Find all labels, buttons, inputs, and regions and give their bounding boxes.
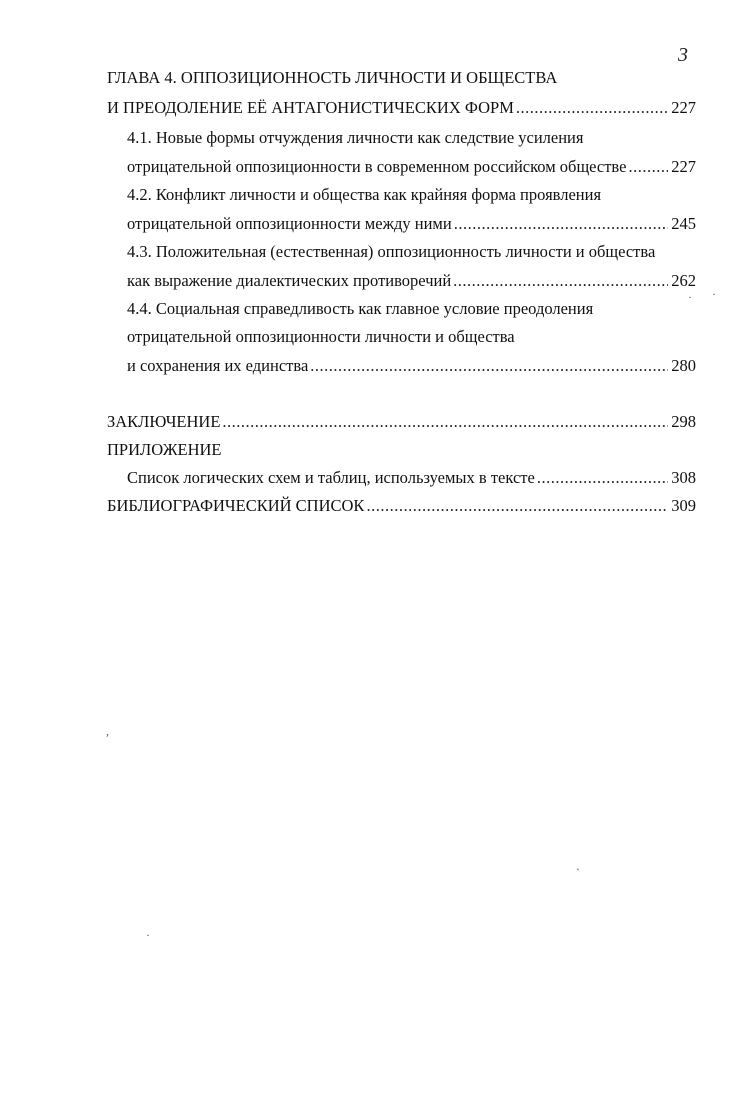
toc-entry-text: отрицательной оппозиционности в современном российском обществе xyxy=(127,157,627,176)
scan-speck: , xyxy=(106,724,109,738)
dot-leader xyxy=(366,496,668,516)
toc-entry-text: ЗАКЛЮЧЕНИЕ xyxy=(107,412,221,431)
toc-entry-text: ПРИЛОЖЕНИЕ xyxy=(107,440,222,459)
dot-leader xyxy=(454,214,669,234)
toc-section-4-3-line1 xyxy=(127,242,696,262)
toc-entry-text: Список логических схем и таблиц, используемых в тексте xyxy=(127,468,535,487)
toc-entry-text: отрицательной оппозиционности личности и общества xyxy=(127,327,515,346)
dot-leader xyxy=(628,157,668,177)
toc-entry-text: отрицательной оппозиционности между ними xyxy=(127,214,452,233)
toc-entry-text: БИБЛИОГРАФИЧЕСКИЙ СПИСОК xyxy=(107,496,365,515)
toc-section-4-4-line3 xyxy=(127,356,696,376)
scan-speck: ` xyxy=(576,866,580,880)
toc-bibliography xyxy=(107,496,696,516)
toc-chapter4-title-line2 xyxy=(107,98,696,118)
scan-speck: · xyxy=(712,287,716,301)
page-number: 3 xyxy=(678,44,688,66)
toc-section-4-4-line2 xyxy=(127,327,696,347)
toc-page-number: 262 xyxy=(671,271,696,290)
toc-section-4-1-line1 xyxy=(127,128,696,148)
toc-section-4-2-line2 xyxy=(127,214,696,234)
toc-entry-text: 4.3. Положительная (естественная) оппозиционность личности и общества xyxy=(127,242,656,261)
dot-leader xyxy=(310,356,668,376)
toc-page-number: 280 xyxy=(671,356,696,375)
toc-page-number: 308 xyxy=(671,468,696,487)
scan-speck: · xyxy=(688,290,692,304)
dot-leader xyxy=(516,98,668,118)
toc-entry-text: и сохранения их единства xyxy=(127,356,309,375)
toc-chapter4-title-line1 xyxy=(107,68,696,88)
toc-page-number: 298 xyxy=(671,412,696,431)
toc-section-4-1-line2 xyxy=(127,157,696,177)
toc-appendix-title xyxy=(107,440,696,460)
dot-leader xyxy=(222,412,668,432)
toc-entry-text: ГЛАВА 4. ОППОЗИЦИОННОСТЬ ЛИЧНОСТИ И ОБЩЕСТВА xyxy=(107,68,558,87)
toc-section-4-2-line1 xyxy=(127,185,696,205)
toc-appendix-item xyxy=(127,468,696,488)
toc-page-number: 309 xyxy=(671,496,696,515)
toc-section-4-3-line2 xyxy=(127,271,696,291)
toc-entry-text: 4.1. Новые формы отчуждения личности как следствие усиления xyxy=(127,128,584,147)
toc-entry-text: 4.4. Социальная справедливость как главное условие преодоления xyxy=(127,299,594,318)
toc-entry-text: И ПРЕОДОЛЕНИЕ ЕЁ АНТАГОНИСТИЧЕСКИХ ФОРМ xyxy=(107,98,514,117)
toc-entry-text: как выражение диалектических противоречий xyxy=(127,271,452,290)
toc-conclusion xyxy=(107,412,696,432)
scan-speck: · xyxy=(146,928,150,942)
dot-leader xyxy=(537,468,668,488)
toc-page-number: 245 xyxy=(671,214,696,233)
dot-leader xyxy=(453,271,668,291)
toc-entry-text: 4.2. Конфликт личности и общества как крайняя форма проявления xyxy=(127,185,602,204)
toc-page-number: 227 xyxy=(671,157,696,176)
toc-page-number: 227 xyxy=(671,98,696,117)
toc-section-4-4-line1 xyxy=(127,299,696,319)
